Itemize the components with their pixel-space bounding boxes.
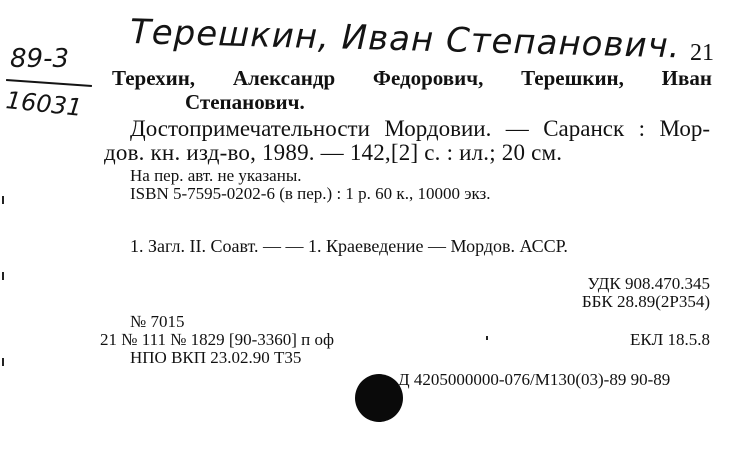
title-word: Мордовии. bbox=[384, 116, 492, 141]
edge-mark bbox=[2, 272, 4, 280]
title-word: Достопримечательности bbox=[130, 116, 370, 141]
author-word: Терехин, bbox=[112, 66, 196, 90]
punch-hole bbox=[355, 374, 403, 422]
title-line-1 bbox=[130, 116, 710, 142]
author-word: Федорович, bbox=[372, 66, 484, 90]
title-word: : bbox=[638, 116, 645, 141]
title-word: Мор- bbox=[659, 116, 710, 141]
edge-mark bbox=[486, 336, 488, 340]
title-word: Саранск bbox=[543, 116, 625, 141]
npo-line: НПО ВКП 23.02.90 Т35 bbox=[130, 348, 302, 367]
edge-mark bbox=[2, 358, 4, 366]
registry-line: 21 № 111 № 1829 [90-3360] п оф bbox=[100, 330, 335, 349]
author-word: Иван bbox=[661, 66, 712, 90]
handwritten-code-top: 89-3 bbox=[10, 44, 70, 74]
author-word: Терешкин, bbox=[521, 66, 624, 90]
author-word: Александр bbox=[232, 66, 336, 90]
authors-line-2: Степанович. bbox=[185, 90, 305, 114]
udk-code: УДК 908.470.345 bbox=[587, 274, 710, 293]
handwritten-heading: Терешкин, Иван Степанович. bbox=[129, 12, 682, 67]
bbk-code: ББК 28.89(2Р354) bbox=[581, 292, 710, 311]
authors-line-1 bbox=[112, 66, 712, 91]
title-word: — bbox=[505, 116, 529, 141]
page-number: 21 bbox=[690, 40, 714, 66]
ekl-code: ЕКЛ 18.5.8 bbox=[629, 330, 710, 349]
price-note: На пер. авт. не указаны. bbox=[130, 166, 302, 185]
subject-headings: 1. Загл. II. Соавт. — — 1. Краеведение — Мордов. АССР. bbox=[130, 236, 568, 256]
handwritten-code-bottom: 16031 bbox=[4, 86, 84, 122]
handwritten-underline bbox=[6, 79, 92, 87]
catalog-code: Д 4205000000-076/М130(03)-89 90-89 bbox=[398, 370, 671, 389]
isbn-line: ISBN 5-7595-0202-6 (в пер.) : 1 р. 60 к., 10000 экз. bbox=[130, 184, 491, 203]
edge-mark bbox=[2, 196, 4, 204]
registry-number: № 7015 bbox=[130, 312, 185, 331]
title-line-2: дов. кн. изд-во, 1989. — 142,[2] с. : ил.; 20 см. bbox=[104, 140, 563, 165]
